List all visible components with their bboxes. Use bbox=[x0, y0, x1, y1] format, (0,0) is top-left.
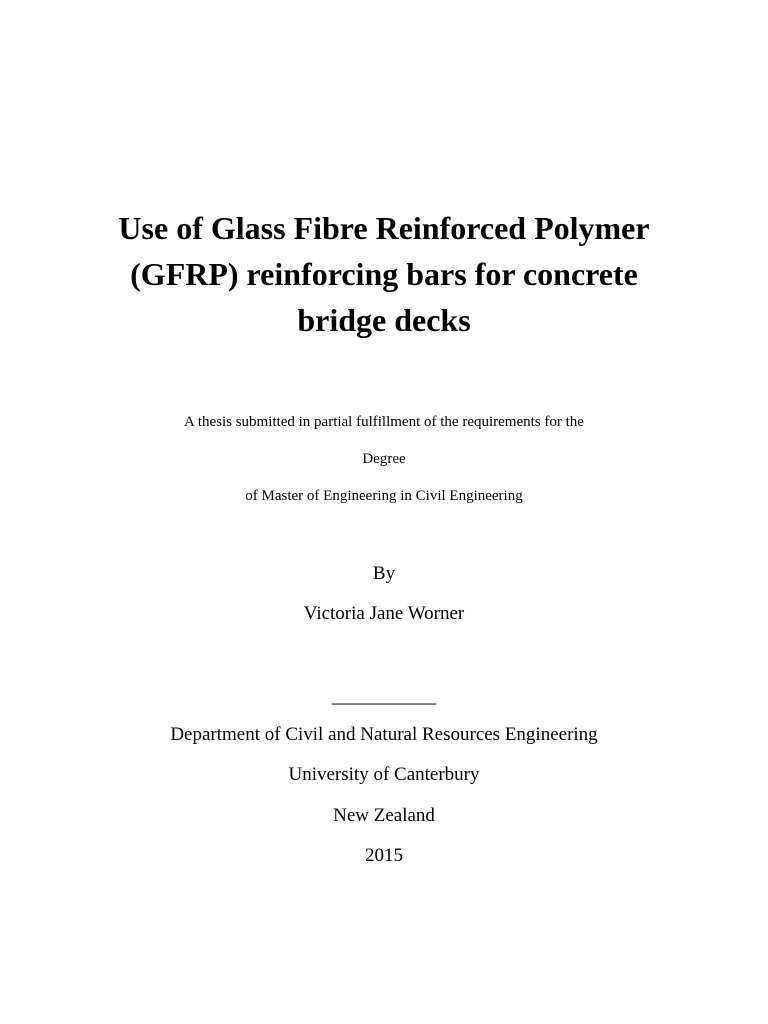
thesis-title-line-3: bridge decks bbox=[297, 302, 471, 338]
country-name: New Zealand bbox=[333, 805, 435, 826]
author-by-label: By bbox=[372, 563, 396, 584]
author-name: Victoria Jane Worner bbox=[303, 603, 465, 624]
submission-statement-degree: Degree bbox=[362, 451, 406, 467]
submission-statement-line-3: of Master of Engineering in Civil Engineering bbox=[245, 488, 523, 504]
submission-statement-line-1: A thesis submitted in partial fulfillment of the requirements for the bbox=[184, 414, 584, 430]
university-name: University of Canterbury bbox=[288, 764, 480, 785]
divider-line: ___________ bbox=[331, 686, 437, 707]
department-name: Department of Civil and Natural Resources Engineering bbox=[170, 724, 598, 745]
thesis-title-line-2: (GFRP) reinforcing bars for concrete bbox=[130, 256, 638, 292]
submission-year: 2015 bbox=[365, 845, 403, 866]
thesis-title-line-1: Use of Glass Fibre Reinforced Polymer bbox=[118, 210, 650, 246]
